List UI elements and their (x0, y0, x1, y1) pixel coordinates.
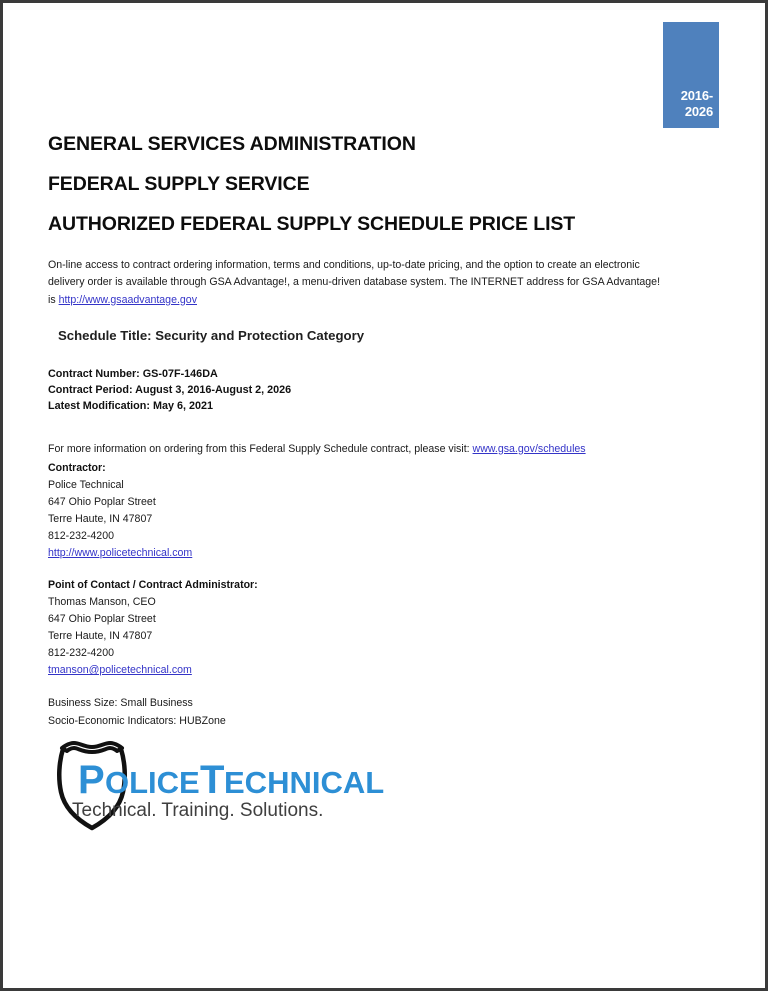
point-of-contact-block (48, 577, 258, 679)
more-info-text: For more information on ordering from this Federal Supply Schedule contract, please visit: (48, 442, 473, 455)
contractor-name: Police Technical (48, 479, 124, 491)
logo-word-technical-cap: T (200, 758, 225, 802)
heading-price-list: AUTHORIZED FEDERAL SUPPLY SCHEDULE PRICE LIST (48, 213, 576, 235)
more-information-line (48, 441, 586, 457)
point-of-contact-email-link[interactable]: tmanson@policetechnical.com (48, 664, 192, 676)
logo-word-police-cap: P (78, 758, 105, 802)
police-technical-logo (48, 740, 398, 832)
intro-paragraph (48, 257, 665, 310)
gsa-schedules-link[interactable]: www.gsa.gov/schedules (472, 442, 586, 455)
contractor-block (48, 460, 192, 562)
contractor-street: 647 Ohio Poplar Street (48, 496, 156, 508)
schedule-title: Schedule Title: Security and Protection Category (58, 328, 365, 343)
socio-economic-indicators: Socio-Economic Indicators: HUBZone (48, 715, 226, 727)
point-of-contact-phone: 812-232-4200 (48, 647, 114, 659)
contractor-heading: Contractor: (48, 462, 106, 474)
contractor-phone: 812-232-4200 (48, 530, 114, 542)
logo-word-police-rest: OLICE (105, 765, 200, 800)
contractor-website-link[interactable]: http://www.policetechnical.com (48, 547, 193, 559)
contract-details (48, 366, 291, 414)
contract-period: Contract Period: August 3, 2016-August 2, 2026 (48, 384, 292, 396)
point-of-contact-heading: Point of Contact / Contract Administrator: (48, 579, 258, 591)
document-headings (48, 133, 668, 235)
business-info-block (48, 694, 226, 730)
contractor-city-state-zip: Terre Haute, IN 47807 (48, 513, 153, 525)
logo-word-technical-rest: ECHNICAL (224, 765, 385, 800)
year-range-line-1: 2016- (680, 88, 713, 103)
page-content (3, 3, 765, 988)
gsa-advantage-link[interactable]: http://www.gsaadvantage.gov (58, 293, 197, 306)
point-of-contact-street: 647 Ohio Poplar Street (48, 613, 156, 625)
heading-agency: GENERAL SERVICES ADMINISTRATION (48, 133, 416, 155)
year-range-badge (663, 22, 719, 128)
logo-tagline: Technical. Training. Solutions. (72, 800, 324, 821)
point-of-contact-name: Thomas Manson, CEO (48, 596, 156, 608)
intro-text: On-line access to contract ordering information, terms and conditions, up-to-date pricing, and the option to create an electronic delivery order is available through GSA Advantage!, a menu-driven database system. The INTERNET address for GSA Advantage! is (48, 258, 661, 306)
heading-service: FEDERAL SUPPLY SERVICE (48, 173, 310, 195)
contract-number: Contract Number: GS-07F-146DA (48, 368, 218, 380)
latest-modification: Latest Modification: May 6, 2021 (48, 400, 213, 412)
year-range-line-2: 2026 (684, 104, 713, 119)
point-of-contact-city-state-zip: Terre Haute, IN 47807 (48, 630, 153, 642)
business-size: Business Size: Small Business (48, 697, 193, 709)
